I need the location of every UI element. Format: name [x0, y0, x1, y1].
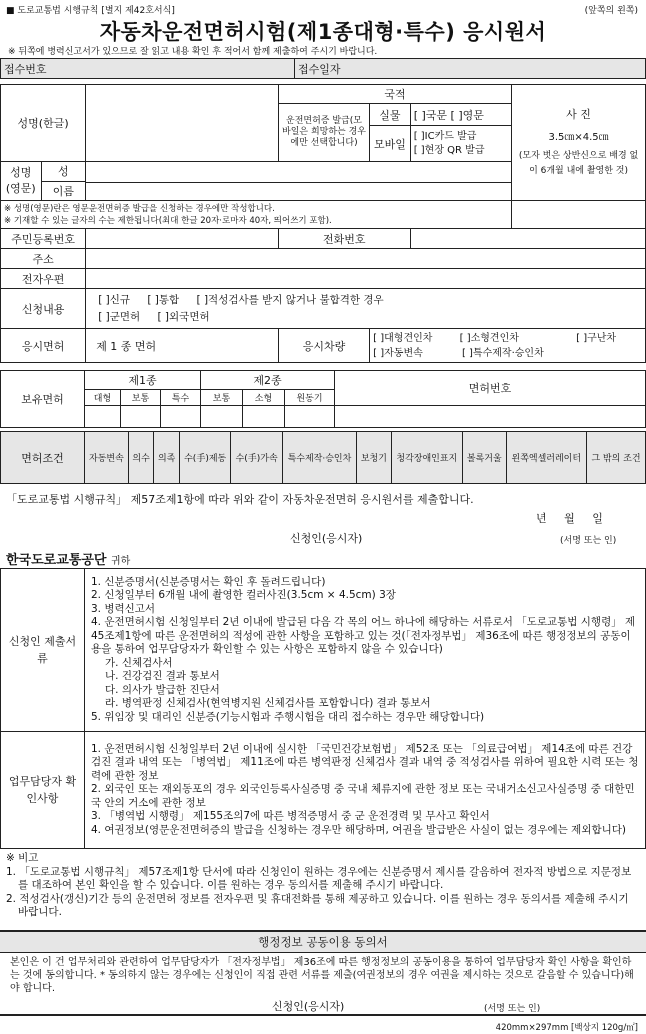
held-cell[interactable] — [201, 406, 243, 428]
held-cell[interactable] — [121, 406, 161, 428]
condition-item[interactable]: 수(手)제동 — [179, 432, 230, 484]
license-issue-label: 운전면허증 발급(모바일은 희망하는 경우에만 선택합니다) — [278, 104, 369, 162]
declaration-date[interactable]: 년 월 일 — [536, 512, 603, 525]
held-c2-motor: 원동기 — [285, 390, 335, 406]
held-class2-label: 제2종 — [201, 371, 335, 390]
name-en-block — [1, 162, 86, 201]
recipient-name: 한국도로교통공단 — [6, 553, 107, 568]
remarks-title: ※ 비고 — [6, 852, 39, 864]
declaration-text: 「도로교통법 시행규칙」 제57조제1항에 따라 위와 같이 자동차운전면허 응시원서를 제출합니다. — [6, 493, 474, 506]
officer-label: 업무담당자 확인사항 — [1, 732, 85, 849]
recipient — [6, 549, 130, 568]
consent-sign[interactable]: (서명 또는 인) — [484, 1004, 541, 1014]
officer-item: 4. 여권정보(영문운전면허증의 발급을 신청하는 경우만 해당하며, 여권을 발급받은 사실이 없는 경우에는 제외합니다) — [91, 823, 626, 836]
surname-field[interactable] — [86, 162, 512, 183]
conditions-table — [0, 431, 646, 484]
held-cell[interactable] — [161, 406, 201, 428]
documents-table — [0, 568, 646, 849]
paper-spec: 420mm×297mm [백상지 120g/㎡] — [495, 1023, 638, 1033]
receipt-date[interactable]: 접수일자 — [295, 59, 646, 79]
physical-options[interactable]: [ ]국문 [ ]영문 — [410, 104, 511, 126]
condition-item[interactable]: 의족 — [154, 432, 180, 484]
given-name-label: 이름 — [52, 184, 74, 198]
name-kr-field[interactable] — [86, 85, 279, 162]
exam-vehicle-options — [370, 329, 646, 363]
photo-note: (모자 벗은 상반신으로 배경 없이 6개월 내에 촬영한 것) — [518, 151, 639, 176]
name-notes — [1, 201, 512, 229]
option-new[interactable]: [ ]신규 — [98, 293, 131, 306]
photo-box[interactable] — [512, 85, 646, 201]
address-field[interactable] — [86, 249, 646, 269]
mobile-ic-option[interactable]: [ ]IC카드 발급 — [413, 130, 477, 142]
declaration-applicant: 신청인(응시자) — [290, 532, 363, 545]
condition-item[interactable]: 특수제작·승인차 — [282, 432, 356, 484]
application-options — [86, 289, 646, 329]
exam-vehicle-label: 응시차량 — [278, 329, 369, 363]
condition-item[interactable]: 자동변속 — [85, 432, 129, 484]
held-c2-normal: 보통 — [201, 390, 243, 406]
officer-item: 1. 운전면허시험 신청일부터 2년 이내에 실시한 「국민건강보험법」 제52조 또는 「의료급여법」 제14조에 따른 건강검진 결과 내역 또는 「병역법」 제11조에 따른 병역판정 신체검사 결과 내역 중 적성검사를 위하여 필요한 시력 또는 청력에 관한 정보 — [91, 742, 639, 782]
name-note-1: ※ 성명(영문)란은 영문운전면허증 발급을 신청하는 경우에만 작성합니다. — [4, 203, 275, 214]
exam-license-value[interactable]: 제 1 종 면허 — [86, 329, 279, 363]
condition-item[interactable]: 볼록거울 — [462, 432, 506, 484]
page-side-label: (앞쪽의 왼쪽) — [584, 6, 638, 16]
document-item: 4. 운전면허시험 신청일부터 2년 이내에 발급된 다음 각 목의 어느 하나에 해당하는 서류로서 「도로교통법 시행령」 제45조제1항에 따른 운전면허의 적성에 관한 사항을 포함하고 있는 것(「전자정부법」 제36조에 따른 행정정보의 공동이용을 통하여 업무담당자가 확인할 수 있는 사항은 포함하지 않을 수 있습니다) — [91, 616, 636, 656]
held-class1-label: 제1종 — [85, 371, 201, 390]
given-name-field[interactable] — [86, 182, 512, 200]
held-cell[interactable] — [285, 406, 335, 428]
document-subitem: 다. 의사가 발급한 진단서 — [105, 683, 220, 696]
physical-label: 실물 — [370, 104, 411, 126]
condition-item[interactable]: 수(手)가속 — [231, 432, 282, 484]
document-item: 5. 위임장 및 대리인 신분증(기능시험과 주행시험을 대리 접수하는 경우만 해당합니다) — [91, 710, 485, 723]
held-cell[interactable] — [243, 406, 285, 428]
option-military[interactable]: [ ]군면허 — [98, 310, 141, 323]
condition-item[interactable]: 그 밖의 조건 — [586, 432, 645, 484]
name-en-label: 성명(영문) — [1, 162, 41, 200]
documents-list — [85, 569, 646, 732]
applicant-table — [0, 84, 646, 363]
rrn-field[interactable] — [86, 229, 279, 249]
option-integrated[interactable]: [ ]통합 — [147, 293, 180, 306]
document-item: 1. 신분증명서(신분증명서는 확인 후 돌려드립니다) — [91, 575, 326, 588]
form-note: ※ 뒤쪽에 병력신고서가 있으므로 잘 읽고 내용 확인 후 적어서 함께 제출하여 주시기 바랍니다. — [8, 47, 378, 57]
held-c2-small: 소형 — [243, 390, 285, 406]
condition-item[interactable]: 왼쪽엑셀러레이터 — [506, 432, 586, 484]
remark-1: 1. 「도로교통법 시행규칙」 제57조제1항 단서에 따라 신청인이 원하는 경우에는 신분증명서 제시를 갈음하여 전자적 방법으로 지문정보를 대조하여 본인 확인을 할 수 있습니다. 이를 원하는 경우 동의서를 제출해 주시기 바랍니다. — [6, 865, 632, 891]
vehicle-special[interactable]: [ ]특수제작·승인차 — [461, 347, 544, 359]
held-number-field[interactable] — [335, 406, 646, 428]
consent-title: 행정정보 공동이용 동의서 — [0, 932, 646, 953]
receipt-table — [0, 58, 646, 79]
held-c1-normal: 보통 — [121, 390, 161, 406]
officer-item: 2. 외국인 또는 재외동포의 경우 외국인등록사실증명 중 국내 체류지에 관한 정보 또는 국내거소신고사실증명 중 대한민국 안의 거소에 관한 정보 — [91, 783, 635, 809]
mobile-options[interactable] — [410, 126, 511, 162]
documents-label: 신청인 제출서류 — [1, 569, 85, 732]
document-item: 2. 신청일부터 6개월 내에 촬영한 컬러사진(3.5cm × 4.5cm) 3장 — [91, 589, 396, 602]
consent-applicant: 신청인(응시자) — [272, 1000, 345, 1013]
rrn-label: 주민등록번호 — [1, 229, 86, 249]
held-number-label: 면허번호 — [335, 371, 646, 406]
condition-item[interactable]: 의수 — [128, 432, 154, 484]
form-title: 자동차운전면허시험(제1종대형·특수) 응시원서 — [99, 20, 547, 44]
surname-label: 성 — [41, 162, 85, 181]
remark-2: 2. 적성검사(갱신)기간 등의 운전면허 정보를 전자우편 및 휴대전화를 통해 제공하고 있습니다. 이를 원하는 경우 동의서를 제출해 주시기 바랍니다. — [6, 892, 629, 918]
held-c1-special: 특수 — [161, 390, 201, 406]
document-subitem: 가. 신체검사서 — [105, 656, 173, 669]
document-item: 3. 병력신고서 — [91, 602, 156, 615]
receipt-number[interactable]: 접수번호 — [1, 59, 295, 79]
vehicle-small-tow[interactable]: [ ]소형견인차 — [459, 332, 519, 344]
conditions-label: 면허조건 — [1, 432, 85, 484]
held-cell[interactable] — [85, 406, 121, 428]
held-license-label: 보유면허 — [1, 371, 85, 428]
exam-license-label: 응시면허 — [1, 329, 86, 363]
name-note-2: ※ 기재할 수 있는 글자의 수는 제한됩니다(최대 한글 20자·로마자 40자, 띄어쓰기 포함). — [4, 215, 332, 226]
option-aptitude[interactable]: [ ]적성검사를 받지 않거나 불합격한 경우 — [196, 293, 384, 306]
officer-list — [85, 732, 646, 849]
document-subitem: 라. 병역판정 신체검사(현역병지원 신체검사를 포함합니다) 결과 통보서 — [105, 697, 431, 710]
recipient-suffix: 귀하 — [111, 556, 131, 567]
vehicle-large-tow[interactable]: [ ]대형견인차 — [373, 332, 433, 344]
consent-text: 본인은 이 건 업무처리와 관련하여 업무담당자가 「전자정부법」 제36조에 따른 행정정보의 공동이용을 통하여 업무담당자 확인 사항을 확인하는 것에 동의합니다. * 동의하지 않는 경우에는 신청인이 직접 관련 서류를 제출(여권정보의 경우 여권을 제시하는 것으로 갈음할 수 있습니다)해야 합니다. — [10, 957, 634, 994]
declaration-sign[interactable]: (서명 또는 인) — [560, 536, 617, 546]
mobile-qr-option[interactable]: [ ]현장 QR 발급 — [413, 144, 485, 156]
held-c1-large: 대형 — [85, 390, 121, 406]
nationality-label: 국적 — [278, 85, 511, 104]
address-label: 주소 — [1, 249, 86, 269]
consent-box — [0, 930, 646, 1016]
phone-field[interactable] — [410, 229, 645, 249]
mobile-label: 모바일 — [370, 126, 411, 162]
option-foreign[interactable]: [ ]외국면허 — [157, 310, 210, 323]
officer-item: 3. 「병역법 시행령」 제155조의7에 따른 병적증명서 중 군 운전경력 및 무사고 확인서 — [91, 810, 490, 823]
photo-size: 3.5㎝×4.5㎝ — [548, 132, 609, 143]
form-reference: ■ 도로교통법 시행규칙 [별지 제42호서식] — [6, 6, 175, 16]
vehicle-automatic[interactable]: [ ]자동변속 — [373, 347, 423, 359]
condition-item[interactable]: 보청기 — [357, 432, 392, 484]
photo-title: 사 진 — [566, 108, 591, 121]
name-kr-label: 성명(한글) — [1, 85, 86, 162]
email-field[interactable] — [86, 269, 646, 289]
remarks — [6, 852, 640, 920]
held-license-table — [0, 370, 646, 428]
email-label: 전자우편 — [1, 269, 86, 289]
condition-item[interactable]: 청각장애인표지 — [391, 432, 462, 484]
phone-label: 전화번호 — [278, 229, 410, 249]
application-label: 신청내용 — [1, 289, 86, 329]
document-subitem: 나. 건강검진 결과 통보서 — [105, 670, 220, 683]
vehicle-wrecker[interactable]: [ ]구난차 — [576, 332, 617, 344]
